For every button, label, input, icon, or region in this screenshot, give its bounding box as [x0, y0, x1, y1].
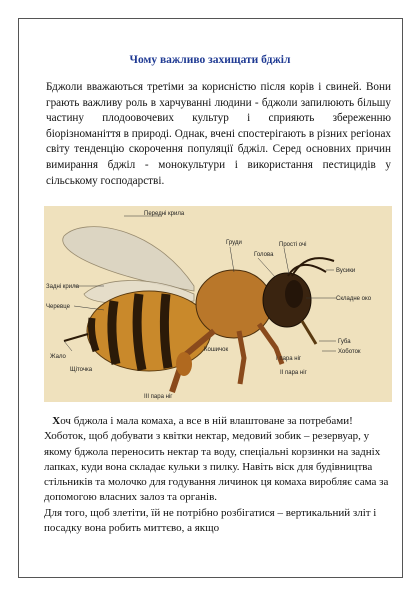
label-rear-wings: Задні крила [46, 284, 79, 290]
page-title: Чому важливо захищати бджіл [129, 54, 291, 66]
label-compound-eye: Складне око [336, 296, 372, 302]
label-simple-eye: Прості очі [279, 242, 307, 248]
label-brush: Щіточка [70, 367, 93, 373]
label-head: Голова [254, 252, 274, 258]
intro-paragraph: Бджоли вважаються третіми за корисністю після корів і свиней. Вони грають важливу роль в харчуванні людини - бджоли запилюють більшу частину плодоовочевих культур і сприяють збереженню біорізноманіття в природі. Однак, вчені спостерігають в різних регіонах світу тенденцію скорочення популяції бджіл. Серед основних причин вимирання бджіл - монокультури і використання пестицидів у сільському господарстві. [46, 81, 391, 187]
label-stinger: Жало [50, 354, 66, 360]
body-last-line: Для того, щоб злетіти, їй не потрібно розбігатися – вертикальний зліт і посадку вона робить миттєво, а якщо [44, 506, 377, 535]
label-mandible: Хоботок [338, 349, 361, 355]
label-leg1: I пара ніг [276, 356, 302, 362]
bee-anatomy-figure [44, 206, 392, 402]
body-paragraph [44, 414, 394, 536]
label-leg3: III пара ніг [144, 394, 173, 400]
label-abdomen: Черевце [46, 304, 70, 310]
bee-illustration [44, 206, 392, 402]
body-paragraph-text: оч бджола і мала комаха, а все в ній влаштоване за потребами! Хоботок, щоб добувати з квітки нектар, медовий зобик – резервуар, у якому бджола переносить нектар та воду, спеціальні корзинки на задніх лапках, куди вона складає кульки з пилку. Навіть віск для будівництва стільників та молочко для годування личинок ця комаха виробляє сама за допомогою власних залоз та органів. [44, 415, 389, 504]
drop-initial: Х [52, 415, 61, 427]
label-front-wings: Передні крила [144, 211, 185, 217]
label-antennae: Вусики [336, 268, 356, 274]
label-lip: Губа [338, 339, 351, 345]
bee-abdomen [87, 291, 211, 371]
label-basket: Кошичок [204, 347, 229, 353]
label-leg2: II пара ніг [280, 370, 307, 376]
label-chest: Груди [226, 240, 242, 246]
